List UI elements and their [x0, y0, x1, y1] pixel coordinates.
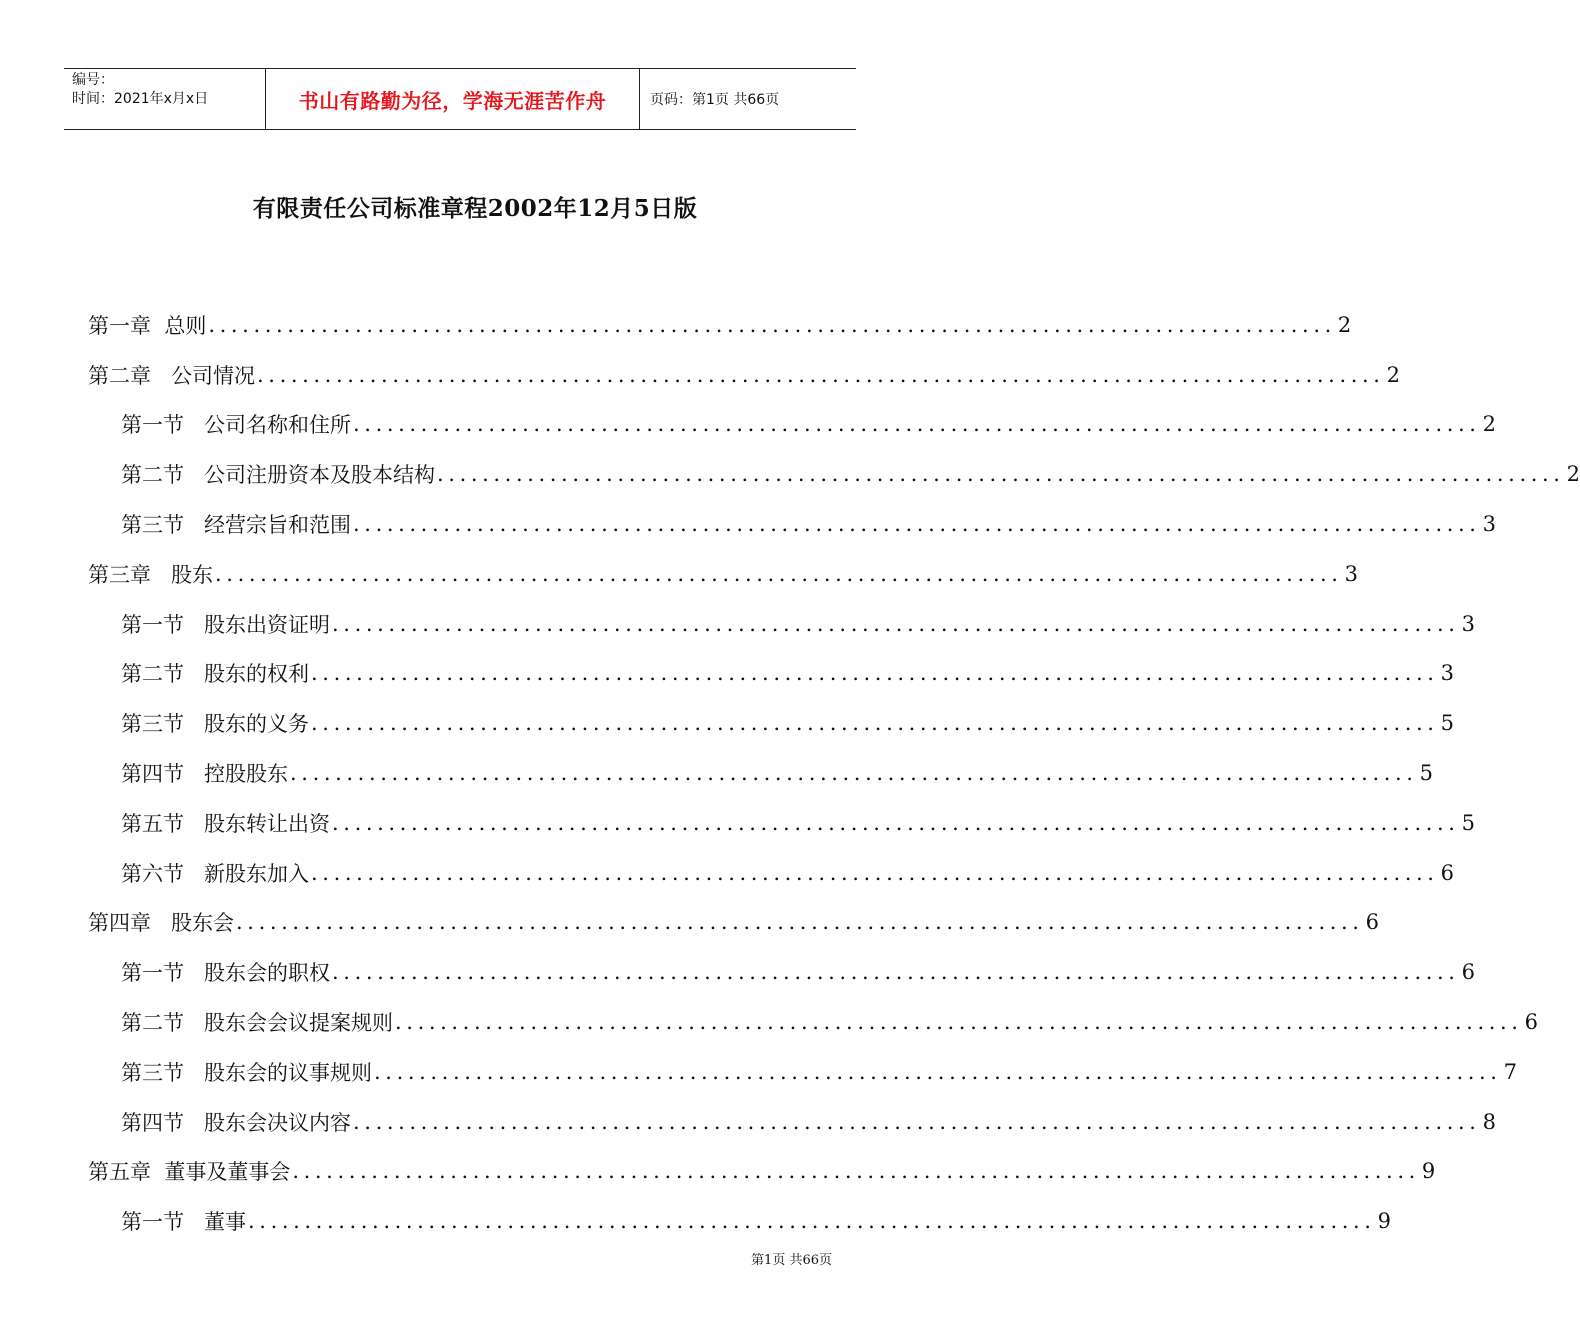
toc-dot-leader: .................................................................................................... — [353, 1109, 1481, 1134]
toc-entry-label: 第三节 股东的义务 — [121, 708, 309, 738]
toc-dot-leader: .................................................................................................... — [332, 611, 1460, 636]
toc-dot-leader: .................................................................................................... — [311, 711, 1439, 736]
toc-entry-label: 第四节 股东会决议内容 — [121, 1107, 351, 1137]
toc-entry-page: 6 — [1365, 910, 1379, 935]
toc-entry-label: 第一节 公司名称和住所 — [121, 409, 351, 439]
toc-entry[interactable] — [88, 798, 1475, 848]
toc-entry[interactable] — [88, 848, 1454, 898]
toc-dot-leader: .................................................................................................... — [332, 960, 1460, 985]
toc-entry-page: 5 — [1440, 711, 1454, 736]
toc-entry[interactable] — [88, 549, 1358, 599]
toc-entry[interactable] — [88, 698, 1454, 748]
toc-entry-page: 9 — [1377, 1209, 1391, 1234]
toc-entry-label: 第一节 股东会的职权 — [121, 957, 330, 987]
toc-dot-leader: .................................................................................................... — [215, 561, 1343, 586]
number-label: 编号： — [72, 72, 114, 88]
toc-entry-page: 2 — [1566, 462, 1580, 487]
header-motto-cell — [266, 69, 640, 129]
toc-dot-leader: .................................................................................................... — [332, 810, 1460, 835]
toc-entry-label: 第二节 公司注册资本及股本结构 — [121, 459, 435, 489]
toc-entry-label: 第五章 董事及董事会 — [88, 1156, 290, 1186]
toc-dot-leader: .................................................................................................... — [353, 512, 1481, 537]
toc-entry[interactable] — [88, 499, 1496, 549]
toc-dot-leader: .................................................................................................... — [257, 362, 1385, 387]
toc-entry-label: 第二节 股东会会议提案规则 — [121, 1007, 393, 1037]
toc-entry-label: 第六节 新股东加入 — [121, 858, 309, 888]
toc-entry-label: 第三章 股东 — [88, 559, 213, 589]
toc-entry-label: 第四节 控股股东 — [121, 758, 288, 788]
toc-dot-leader: .................................................................................................... — [248, 1209, 1376, 1234]
toc-entry-label: 第一节 股东出资证明 — [121, 609, 330, 639]
toc-entry-page: 7 — [1503, 1059, 1517, 1084]
toc-entry-label: 第二章 公司情况 — [88, 360, 255, 390]
header-page-cell — [640, 69, 856, 129]
toc-entry-page: 2 — [1386, 362, 1400, 387]
toc-entry[interactable] — [88, 350, 1400, 400]
toc-dot-leader: .................................................................................................... — [311, 661, 1439, 686]
toc-entry-page: 3 — [1482, 512, 1496, 537]
table-of-contents — [88, 300, 1580, 1246]
toc-entry-page: 5 — [1419, 761, 1433, 786]
toc-dot-leader: .................................................................................................... — [311, 860, 1439, 885]
header-table — [64, 68, 856, 130]
toc-entry-label: 第四章 股东会 — [88, 907, 234, 937]
toc-entry[interactable] — [88, 1097, 1496, 1147]
header-meta-cell — [64, 69, 266, 129]
toc-dot-leader: .................................................................................................... — [374, 1059, 1502, 1084]
toc-entry[interactable] — [88, 649, 1454, 699]
toc-entry-page: 6 — [1524, 1010, 1538, 1035]
toc-dot-leader: .................................................................................................... — [290, 761, 1418, 786]
toc-entry[interactable] — [88, 599, 1475, 649]
toc-entry-page: 6 — [1440, 860, 1454, 885]
toc-entry-label: 第五节 股东转让出资 — [121, 808, 330, 838]
document-title: 有限责任公司标准章程2002年12月5日版 — [252, 195, 698, 222]
toc-entry[interactable] — [88, 997, 1538, 1047]
toc-entry-label: 第一节 董事 — [121, 1206, 246, 1236]
toc-dot-leader: .................................................................................................... — [236, 910, 1364, 935]
toc-entry-page: 2 — [1337, 312, 1352, 337]
toc-entry[interactable] — [88, 947, 1475, 997]
toc-dot-leader: .................................................................................................... — [208, 312, 1336, 337]
toc-dot-leader: .................................................................................................... — [292, 1159, 1420, 1184]
toc-entry[interactable] — [88, 748, 1433, 798]
toc-entry-page: 6 — [1461, 960, 1475, 985]
toc-entry-page: 3 — [1440, 661, 1454, 686]
toc-entry-label: 第三节 股东会的议事规则 — [121, 1057, 372, 1087]
toc-entry-page: 5 — [1461, 810, 1475, 835]
toc-entry[interactable] — [88, 1147, 1436, 1197]
header-page-label: 页码：第1页 共66页 — [650, 92, 780, 108]
time-label: 时间：2021年x月x日 — [72, 91, 209, 107]
toc-entry-page: 9 — [1421, 1159, 1436, 1184]
toc-entry-page: 8 — [1482, 1109, 1496, 1134]
toc-entry-label: 第一章 总则 — [88, 310, 206, 340]
motto-text: 书山有路勤为径，学海无涯苦作舟 — [298, 88, 607, 113]
toc-dot-leader: .................................................................................................... — [353, 412, 1481, 437]
toc-entry-label: 第三节 经营宗旨和范围 — [121, 509, 351, 539]
toc-entry-label: 第二节 股东的权利 — [121, 658, 309, 688]
page-footer: 第1页 共66页 — [751, 1253, 832, 1268]
toc-entry-page: 3 — [1461, 611, 1475, 636]
toc-entry[interactable] — [88, 300, 1352, 350]
toc-entry-page: 2 — [1482, 412, 1496, 437]
toc-dot-leader: .................................................................................................... — [395, 1010, 1523, 1035]
toc-dot-leader: .................................................................................................... — [437, 462, 1565, 487]
toc-entry[interactable] — [88, 898, 1379, 948]
toc-entry-page: 3 — [1344, 561, 1358, 586]
toc-entry[interactable] — [88, 400, 1496, 450]
toc-entry[interactable] — [88, 449, 1580, 499]
toc-entry[interactable] — [88, 1047, 1517, 1097]
toc-entry[interactable] — [88, 1196, 1391, 1246]
